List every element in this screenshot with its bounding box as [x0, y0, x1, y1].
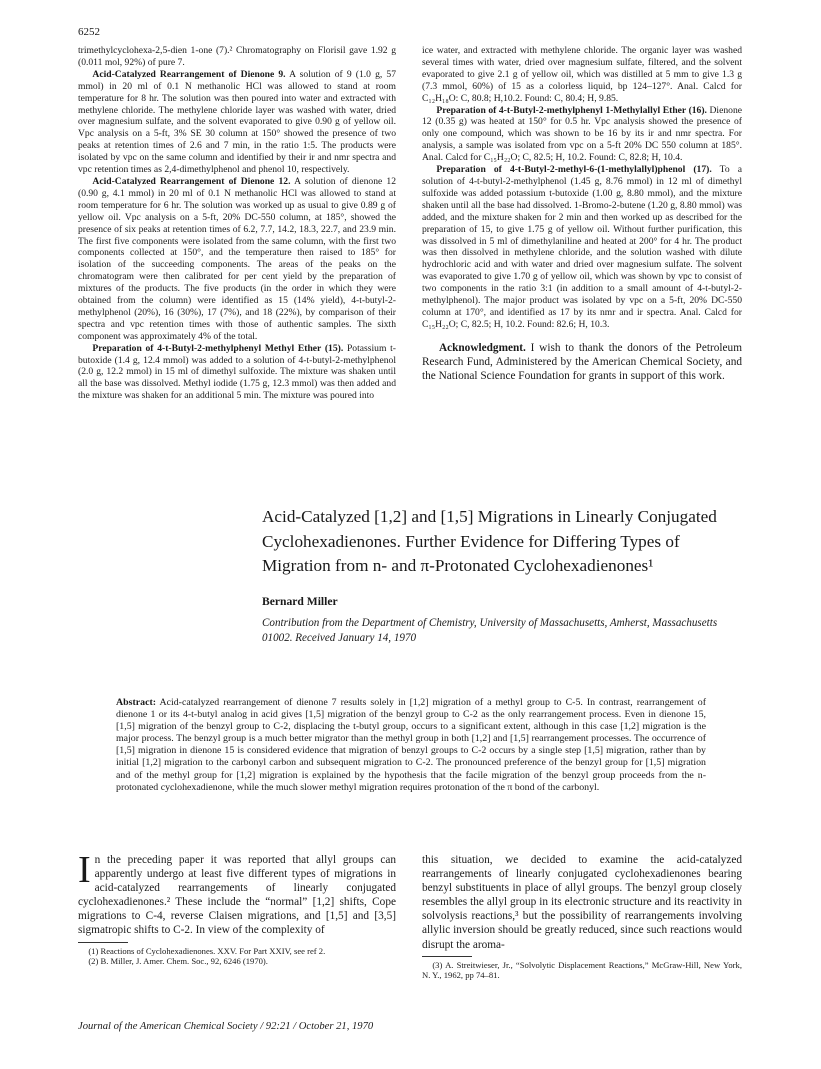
article-title: Acid-Catalyzed [1,2] and [1,5] Migrations in Linearly Conjugated Cyclohexadienones. Further Evidence for Differing Types of Migration from n- and π-Protonated Cyclohexadienones¹: [262, 507, 717, 576]
abstract-label: Abstract:: [116, 697, 157, 708]
footnote: (1) Reactions of Cyclohexadienones. XXV. For Part XXIV, see ref 2.: [88, 945, 326, 956]
paragraph: Preparation of 4-t-Butyl-2-methyl-6-(1-methylallyl)phenol (17). To a solution of 4-t-butyl-2-methylphenol (1.45 g, 8.76 mmol) in 12 ml of dimethyl sulfoxide was added potassium t-butoxide (1.00 g, 8.80 mmol), and the mixture shaken until all the base had dissolved. 1-Bromo-2-butene (1.20 g, 8.80 mmol) was added, and the mixture shaken for 2 min and then worked up as described for the preparation of 15, to give 1.75 g of yellow oil. Without further purification, this was dissolved in 5 ml of dimethylaniline and heated at 200° for 4 hr. The product was then dissolved in methylene chloride, and the solution washed with dilute hydrochloric acid and with water and dried over magnesium sulfate. The solvent was evaporated to give 1.70 g of yellow oil, which was shown by vpc to consist of two components in the ratio 3:1 (in addition to a small amount of 4-t-butyl-2-methylphenol). The major product was isolated by vpc on a 5-ft, 20% DC-550 column at 170°, and identified as 17 by its nmr and ir spectra. Anal. Calcd for C₁₅H₂₂O; C, 82.5; H, 10.2. Found: 82.6; H, 10.3.: [422, 164, 742, 330]
body-left-column: [78, 849, 396, 967]
paragraph: ice water, and extracted with methylene chloride. The organic layer was washed several times with water, dried over magnesium sulfate, filtered, and the solvent evaporated to give 2.1 g of yellow oil, which was distilled at 5 mm to give 1.3 g (7.3 mmol, 60%) of 15 as a colorless liquid, bp 124–127°. Anal. Calcd for C₁₂H₁₈O: C, 80.8; H,10.2. Found: C, 80.4; H, 9.85.: [422, 45, 742, 104]
paragraph: Acid-Catalyzed Rearrangement of Dienone 12. A solution of dienone 12 (0.90 g, 4.1 mmol) in 20 ml of 0.1 N methanolic HCl was allowed to stand at room temperature for 6 hr. The solution was worked up as usual to give 0.89 g of yellow oil. Vpc analysis on a 5-ft, 20% DC-550 column, at 185°, showed the presence of six peaks at retention times of 6.2, 7.7, 14.2, 18.3, 22.7, and 23.9 min. The first five components were isolated from the same column, with the first two components collected at 150°, and the temperature then raised to 185° for isolation of the succeeding components. The areas of the peaks on the chromatogram were then calibrated for per cent yield by the preparation of mixtures of the products. The five products (in the order in which they were obtained from the column) were identified as 15 (14% yield), 4-t-butyl-2-methylphenol (20%), 16 (30%), 17 (7%), and 18 (22%), by comparison of their spectra and vpc retention times with those of authentic samples. The sixth component was approximately 4% of the total.: [78, 175, 396, 342]
paragraph: trimethylcyclohexa-2,5-dien 1-one (7).² Chromatography on Florisil gave 1.92 g (0.011 mol, 92%) of pure 7.: [78, 45, 396, 68]
article-header: [262, 505, 742, 646]
section-heading: Preparation of 4-t-Butyl-2-methyl-6-(1-methylallyl)phenol (17).: [436, 164, 712, 176]
acknowledgment-heading: Acknowledgment.: [438, 341, 526, 354]
footnote-rule: [422, 956, 472, 957]
section-heading: Acid-Catalyzed Rearrangement of Dienone 9.: [92, 68, 286, 80]
paragraph: In the preceding paper it was reported that allyl groups can apparently undergo at least five different types of migrations in acid-catalyzed rearrangements of linearly conjugated cyclohexadienones.² These include the “normal” [1,2] shifts, Cope migrations to C-4, reverse Claisen migrations, and [1,5] and [3,5] sigmatropic shifts to C-2. In view of the complexity of: [78, 849, 396, 937]
paragraph: Preparation of 4-t-Butyl-2-methylphenyl Methyl Ether (15). Potassium t-butoxide (1.4 g, 12.4 mmol) was added to a solution of 4-t-butyl-2-methylphenol (2.0 g, 12.2 mmol) in 15 ml of dimethyl sulfoxide. The mixture was shaken until all the base was dissolved. Methyl iodide (1.75 g, 12.3 mmol) was then added and the mixture was shaken for an additional 5 min. The mixture was poured into: [78, 342, 396, 402]
drop-cap: I: [78, 849, 91, 891]
journal-footer: Journal of the American Chemical Society / 92:21 / October 21, 1970: [78, 1021, 374, 1032]
experimental-right-column: [422, 45, 742, 383]
abstract: Abstract: Acid-catalyzed rearrangement of dienone 7 results solely in [1,2] migration of a methyl group to C-5. In contrast, rearrangement of dienone 1 or its 4-t-butyl analog in acid gives [1,5] migration of the benzyl group to C-2 as the only rearrangement process. Even in dienone 15, [1,5] migration of the benzyl group to C-2, displacing the t-butyl group, occurs to a significant extent, although in this case [1,2] migration is the major process. The benzyl group is a much better migrator than the methyl group in both [1,2] and [1,5] rearrangement processes. The occurrence of [1,5] migration in dienone 15 is considered evidence that migration of benzyl groups to C-2 occurs by a single step [1,5] migration, rather than by initial [1,2] migration to the carbonyl carbon and subsequent migration to C-2. The pronounced preference of the benzyl group for [1,5] migration and of the methyl group for [1,2] migration is explained by the hypothesis that the facile migration of the benzyl group proceeds from the n-protonated cyclohexadienone, while the much slower methyl migration requires protonation of the π bond of the carbonyl.: [116, 697, 706, 793]
page-number: 6252: [78, 26, 100, 38]
experimental-left-column: [78, 45, 396, 402]
acknowledgment: Acknowledgment. I wish to thank the donors of the Petroleum Research Fund, Administered by the American Chemical Society, and the National Science Foundation for grants in support of this work.: [422, 341, 742, 383]
paragraph: this situation, we decided to examine the acid-catalyzed rearrangements of linearly conjugated cyclohexadienones bearing benzyl substituents in place of allyl groups. The benzyl group closely resembles the allyl group in its electronic structure and its reactivity in solvolysis reactions,³ but the possibility of rearrangements involving allylic inversion should be greatly reduced, since such reactions would disrupt the aroma-: [422, 854, 742, 951]
author: Bernard Miller: [262, 594, 338, 608]
footnote: (3) A. Streitwieser, Jr., “Solvolytic Displacement Reactions,” McGraw-Hill, New York, N. Y., 1962, pp 74–81.: [422, 959, 742, 981]
section-heading: Preparation of 4-t-Butyl-2-methylphenyl 1-Methylallyl Ether (16).: [436, 104, 707, 116]
affiliation: Contribution from the Department of Chemistry, University of Massachusetts, Amherst, Massachusetts 01002. Received January 14, 1970: [262, 616, 718, 644]
section-heading: Preparation of 4-t-Butyl-2-methylphenyl Methyl Ether (15).: [92, 342, 344, 354]
paragraph: Preparation of 4-t-Butyl-2-methylphenyl 1-Methylallyl Ether (16). Dienone 12 (0.35 g) was heated at 150° for 0.5 hr. Vpc analysis showed the presence of only one compound, which was shown to be 16 by its ir and nmr spectra. For analysis, a sample was isolated from vpc on a 5-ft 20% DC 550 column at 185°. Anal. Calcd for C₁₅H₂₂O; C, 82.5; H, 10.2. Found: C, 82.8; H, 10.4.: [422, 104, 742, 164]
paragraph: Acid-Catalyzed Rearrangement of Dienone 9. A solution of 9 (1.0 g, 57 mmol) in 20 ml of 0.1 N methanolic HCl was allowed to stand at room temperature for 8 hr. The solution was then poured into water and extracted with methylene chloride. The methylene chloride layer was washed with water, dried over magnesium sulfate, and the solvent evaporated to give 0.90 g of yellow oil. Vpc analysis on a 5-ft, 3% SE 30 column at 150° showed the presence of two peaks at retention times of 2.6 and 7 min, in the ratio 1:5. The products were isolated by vpc on the same column and identified by their ir and nmr spectra and vpc retention times as 2,4-dimethylphenol and phenol 10, respectively.: [78, 68, 396, 176]
footnote: (2) B. Miller, J. Amer. Chem. Soc., 92, 6246 (1970).: [88, 956, 268, 967]
body-right-column: [422, 853, 742, 981]
section-heading: Acid-Catalyzed Rearrangement of Dienone 12.: [92, 175, 291, 187]
footnote-rule: [78, 942, 128, 943]
